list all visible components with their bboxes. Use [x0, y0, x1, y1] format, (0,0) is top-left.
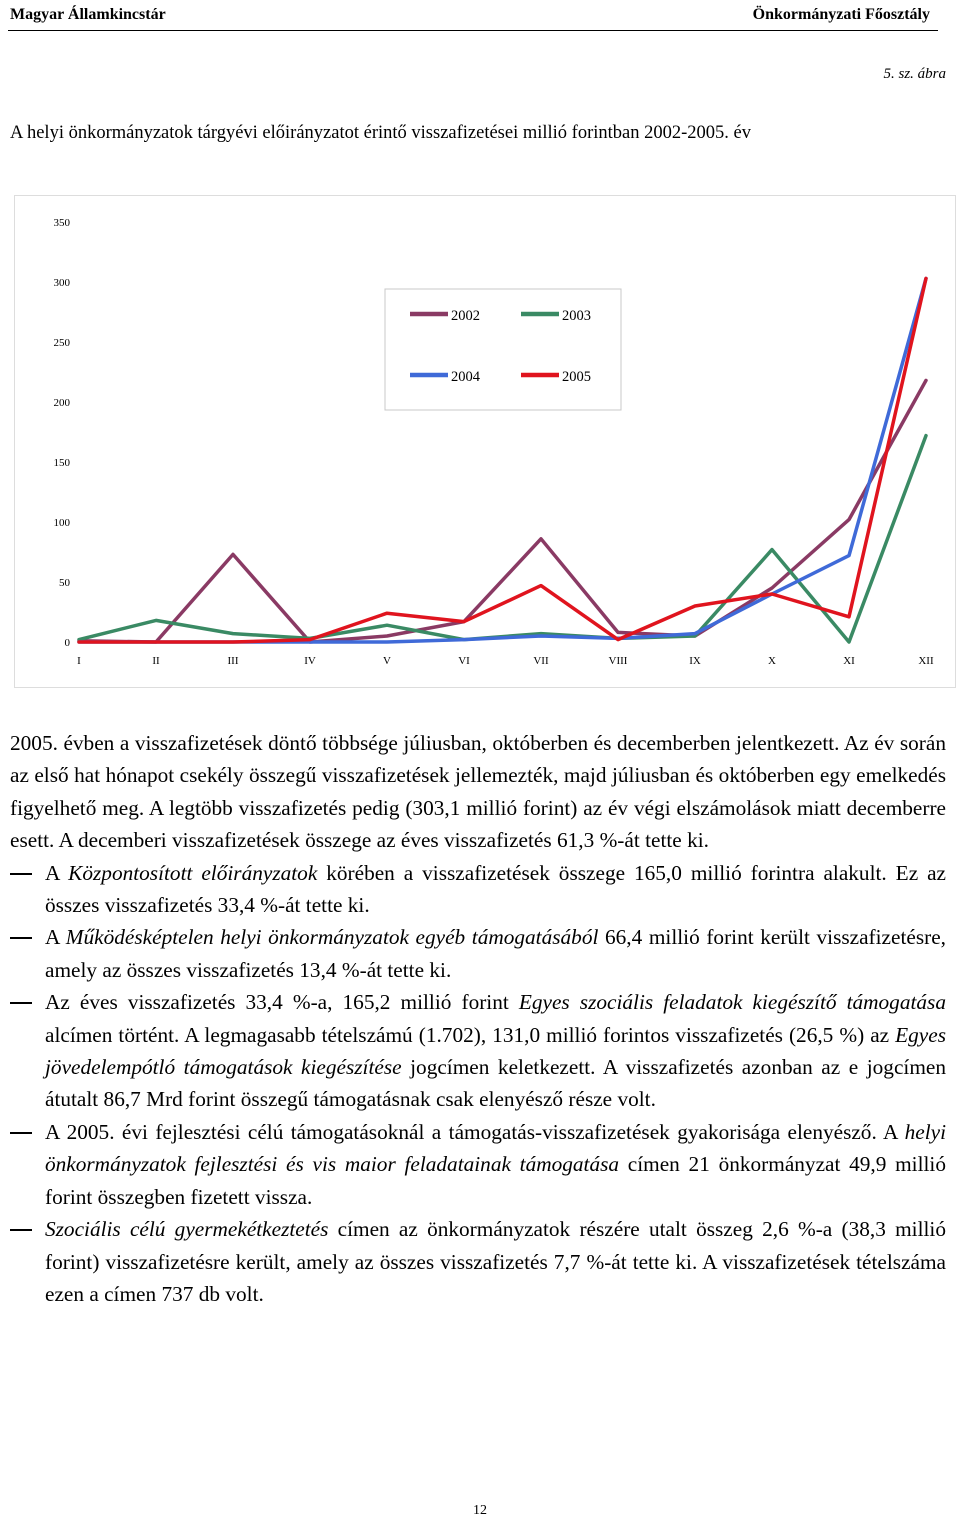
body-text [10, 727, 946, 1310]
bullet-item: A 2005. évi fejlesztési célú támogatásoknál a támogatás-visszafizetések gyakorisága elenyésző. A helyi önkormányzatok fejlesztési és vis maior feladatainak támogatása címen 21 önkormányzat 49,9 millió forint összegben fizetett vissza. [10, 1116, 946, 1213]
x-tick-label: XI [843, 655, 855, 667]
bullet-item: Az éves visszafizetés 33,4 %-a, 165,2 millió forint Egyes szociális feladatok kiegészítő támogatása alcímen történt. A legmagasabb tételszámú (1.702), 131,0 millió forintos visszafizetés (26,5 %) az Egyes jövedelempótló támogatások kiegészítése jogcímen keletkezett. A visszafizetés azonban az e jogcímen átutalt 86,7 Mrd forint összegű támogatásnak csak elenyésző része volt. [10, 986, 946, 1116]
x-tick-label: VI [458, 655, 470, 667]
y-tick-label: 300 [53, 277, 70, 289]
y-tick-label: 100 [53, 517, 70, 529]
legend-label: 2004 [451, 369, 480, 385]
page-header [8, 0, 938, 31]
x-tick-label: X [768, 655, 776, 667]
x-tick-label: II [152, 655, 160, 667]
legend-label: 2003 [562, 308, 591, 324]
y-tick-label: 200 [53, 397, 70, 409]
bullet-list [10, 857, 946, 1311]
bullet-item: Szociális célú gyermekétkeztetés címen az önkormányzatok részére utalt összeg 2,6 %-a (38,3 millió forint) visszafizetésre került, amely az összes visszafizetés 7,7 %-át tette ki. A visszafizetések tételszáma ezen a címen 737 db volt. [10, 1213, 946, 1310]
x-tick-label: VIII [608, 655, 628, 667]
legend-label: 2002 [451, 308, 480, 324]
line-chart [15, 196, 955, 687]
header-department: Önkormányzati Főosztály [752, 6, 930, 23]
y-tick-label: 50 [59, 577, 70, 589]
y-tick-label: 0 [64, 637, 70, 649]
legend-label: 2005 [562, 369, 591, 385]
header-organization: Magyar Államkincstár [10, 6, 166, 23]
x-tick-label: XII [918, 655, 934, 667]
x-tick-label: VII [533, 655, 549, 667]
x-tick-label: III [227, 655, 239, 667]
bullet-item: A Működésképtelen helyi önkormányzatok egyéb támogatásából 66,4 millió forint került visszafizetésre, amely az összes visszafizetés 13,4 %-át tette ki. [10, 921, 946, 986]
y-tick-label: 150 [53, 457, 70, 469]
x-tick-label: IV [304, 655, 316, 667]
figure-label: 5. sz. ábra [883, 66, 946, 82]
y-tick-label: 250 [53, 337, 70, 349]
x-tick-label: V [383, 655, 391, 667]
page-number: 12 [473, 1503, 487, 1518]
paragraph-summary: 2005. évben a visszafizetések döntő többsége júliusban, októberben és decemberben jelentkezett. Az év során az első hat hónapot csekély összegű visszafizetések jellemezték, majd júliusban és októberben egy emelkedés figyelhető meg. A legtöbb visszafizetés pedig (303,1 millió forint) az év végi elszámolások miatt decemberre esett. A decemberi visszafizetések összege az éves visszafizetés 61,3 %-át tette ki. [10, 731, 946, 853]
x-tick-label: IX [689, 655, 701, 667]
y-tick-label: 350 [53, 217, 70, 229]
chart-svg [15, 196, 955, 687]
series-line-2003 [79, 436, 926, 642]
bullet-item: A Központosított előirányzatok körében a visszafizetések összege 165,0 millió forintra alakult. Ez az összes visszafizetés 33,4 %-át tette ki. [10, 857, 946, 922]
chart-title: A helyi önkormányzatok tárgyévi előirányzatot érintő visszafizetései millió forintban 2002-2005. év [10, 123, 751, 143]
x-tick-label: I [77, 655, 81, 667]
